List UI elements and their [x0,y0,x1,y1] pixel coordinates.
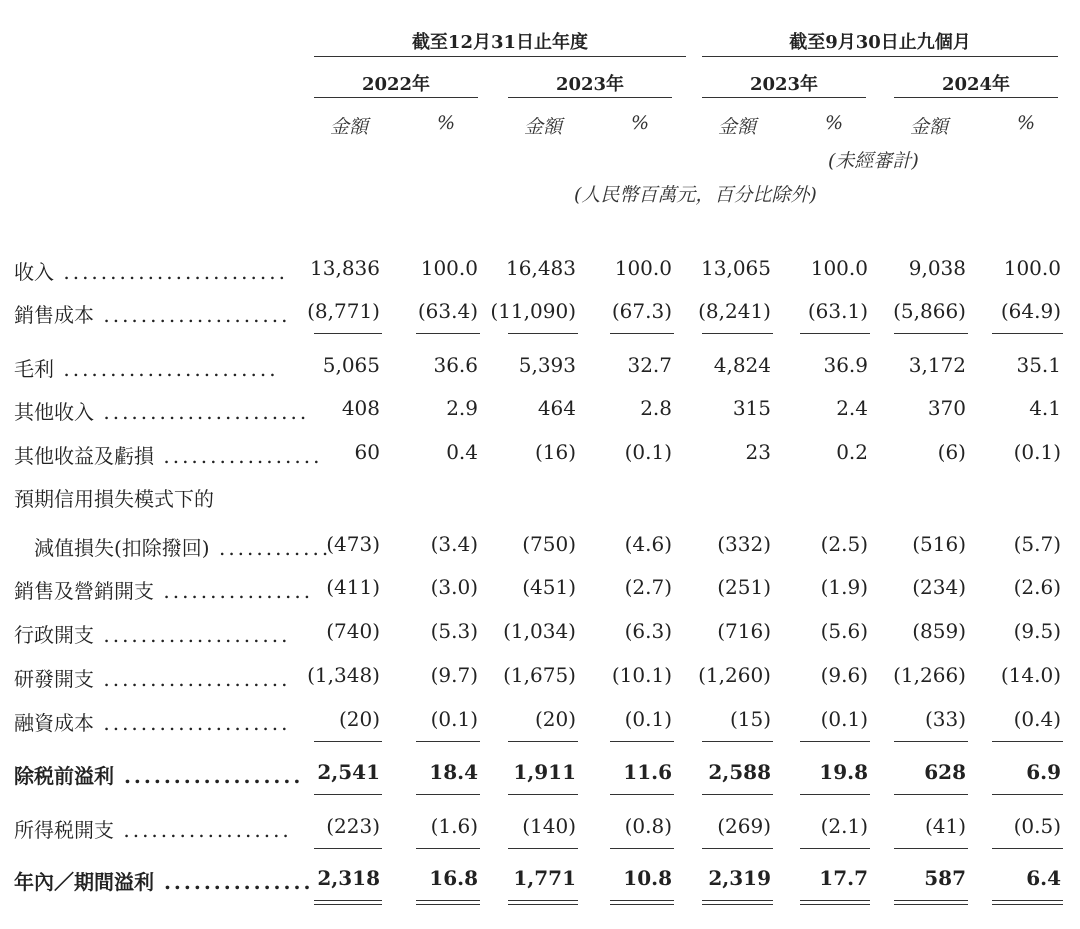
table-cell: 2,541 [317,760,380,784]
underline [992,333,1063,334]
underline [800,333,870,334]
table-cell: (11,090) [490,299,576,323]
table-cell: 16.8 [429,866,478,890]
double-underline [314,900,382,905]
table-cell: (411) [326,575,380,599]
table-cell: (1,260) [698,663,771,687]
table-cell: 3,172 [908,353,966,377]
table-cell: (716) [717,619,771,643]
table-cell: (0.1) [430,707,478,731]
subheader-pct: % [437,112,456,134]
underline [416,333,480,334]
table-cell: (15) [729,707,771,731]
table-cell: (63.4) [417,299,478,323]
row-label: 預期信用損失模式下的 [14,487,214,511]
table-cell: (1,266) [893,663,966,687]
underline [702,741,773,742]
subheader-pct: % [825,112,844,134]
subheader-amount: 金額 [718,116,757,138]
unaudited-note: (未經審計) [828,150,919,172]
table-cell: 13,065 [701,256,771,280]
table-cell: (6.3) [624,619,672,643]
double-underline [416,900,480,905]
table-cell: 36.9 [823,353,868,377]
table-cell: (4.6) [624,532,672,556]
table-cell: (14.0) [1000,663,1061,687]
subheader-amount: 金額 [330,116,369,138]
underline [610,848,674,849]
table-cell: (859) [912,619,966,643]
table-cell: (5.7) [1013,532,1061,556]
table-cell: (9.7) [430,663,478,687]
table-cell: (2.7) [624,575,672,599]
underline [702,848,773,849]
header-year-2023-full: 2023年 [555,74,625,95]
table-cell: (750) [522,532,576,556]
underline [894,848,968,849]
table-cell: 6.9 [1026,760,1061,784]
underline [702,794,773,795]
table-cell: 35.1 [1016,353,1061,377]
table-cell: (516) [912,532,966,556]
table-cell: (67.3) [611,299,672,323]
table-cell: (0.4) [1013,707,1061,731]
table-cell: (1.9) [820,575,868,599]
table-cell: 9,038 [908,256,966,280]
header-year-line [894,97,1058,98]
row-label: 年內／期間溢利 ............... [14,870,314,894]
table-cell: (64.9) [1000,299,1061,323]
table-cell: (473) [326,532,380,556]
table-cell: 32.7 [627,353,672,377]
table-cell: 100.0 [810,256,868,280]
subheader-amount: 金額 [910,116,949,138]
table-cell: (41) [924,814,966,838]
double-underline [894,900,968,905]
table-cell: (1.6) [430,814,478,838]
table-cell: (451) [522,575,576,599]
table-cell: (9.5) [1013,619,1061,643]
table-cell: 315 [732,396,771,420]
underline [508,741,578,742]
table-cell: 4.1 [1029,396,1061,420]
table-cell: (740) [326,619,380,643]
table-cell: (9.6) [820,663,868,687]
underline [416,741,480,742]
header-year-2023-nine: 2023年 [749,74,819,95]
underline [314,741,382,742]
table-cell: (63.1) [807,299,868,323]
underline [992,741,1063,742]
underline [992,848,1063,849]
header-year-line [508,97,672,98]
underline [894,741,968,742]
underline [314,848,382,849]
underline [416,794,480,795]
underline [702,333,773,334]
underline [894,333,968,334]
underline [314,333,382,334]
table-cell: (3.0) [430,575,478,599]
double-underline [508,900,578,905]
table-cell: 2.8 [640,396,672,420]
table-cell: (0.1) [1013,440,1061,464]
row-label: 減值損失(扣除撥回) ............ [34,536,332,560]
table-cell: (20) [534,707,576,731]
table-cell: (33) [924,707,966,731]
subheader-pct: % [1017,112,1036,134]
table-cell: (0.1) [624,707,672,731]
underline [800,741,870,742]
row-label: 其他收益及虧損 ................. [14,444,323,468]
table-cell: 100.0 [614,256,672,280]
table-cell: (16) [534,440,576,464]
table-cell: (2.6) [1013,575,1061,599]
row-label: 其他收入 ...................... [14,400,310,424]
underline [508,333,578,334]
table-cell: (223) [326,814,380,838]
row-label: 銷售及營銷開支 ................ [14,579,314,603]
table-cell: 0.2 [836,440,868,464]
table-cell: 2,318 [317,866,380,890]
table-cell: 2.9 [446,396,478,420]
table-cell: 16,483 [506,256,576,280]
table-cell: (10.1) [611,663,672,687]
table-cell: 1,911 [513,760,576,784]
table-cell: (269) [717,814,771,838]
header-group-line [314,56,686,57]
table-cell: (6) [937,440,966,464]
table-cell: 5,393 [518,353,576,377]
table-cell: 408 [341,396,380,420]
table-cell: 4,824 [713,353,771,377]
table-cell: 587 [924,866,966,890]
header-group-line [702,56,1058,57]
table-cell: (20) [338,707,380,731]
table-cell: (140) [522,814,576,838]
table-cell: 10.8 [623,866,672,890]
row-label: 研發開支 .................... [14,667,291,691]
header-year-2024: 2024年 [941,74,1011,95]
table-cell: (234) [912,575,966,599]
underline [314,794,382,795]
header-group-fiscal-year: 截至12月31日止年度 [411,32,589,53]
header-year-line [702,97,866,98]
underline [800,794,870,795]
table-cell: 19.8 [819,760,868,784]
table-cell: 5,065 [322,353,380,377]
table-cell: (3.4) [430,532,478,556]
table-cell: (5.3) [430,619,478,643]
table-cell: 2,319 [708,866,771,890]
table-cell: (251) [717,575,771,599]
header-year-2022: 2022年 [361,74,431,95]
underline [610,333,674,334]
double-underline [610,900,674,905]
table-cell: 370 [927,396,966,420]
double-underline [800,900,870,905]
table-cell: 100.0 [420,256,478,280]
table-cell: 6.4 [1026,866,1061,890]
underline [610,741,674,742]
underline [894,794,968,795]
table-cell: 2.4 [836,396,868,420]
table-cell: (0.8) [624,814,672,838]
underline [800,848,870,849]
row-label: 收入 ........................ [14,260,288,284]
row-label: 所得税開支 .................. [14,818,292,842]
underline [416,848,480,849]
table-cell: (0.1) [820,707,868,731]
table-cell: (8,241) [698,299,771,323]
table-cell: 60 [354,440,380,464]
row-label: 行政開支 .................... [14,623,291,647]
table-cell: 628 [924,760,966,784]
table-cell: 464 [537,396,576,420]
table-cell: (332) [717,532,771,556]
table-cell: 13,836 [310,256,380,280]
table-cell: (5.6) [820,619,868,643]
table-cell: (1,348) [307,663,380,687]
table-cell: (0.1) [624,440,672,464]
table-cell: (2.5) [820,532,868,556]
table-cell: 2,588 [708,760,771,784]
table-cell: 17.7 [819,866,868,890]
table-cell: (5,866) [893,299,966,323]
underline [992,794,1063,795]
underline [508,794,578,795]
table-cell: (1,675) [503,663,576,687]
row-label: 融資成本 .................... [14,711,291,735]
header-group-nine-months: 截至9月30日止九個月 [789,32,971,53]
table-cell: 100.0 [1003,256,1061,280]
underline [508,848,578,849]
row-label: 毛利 ....................... [14,357,279,381]
underline [610,794,674,795]
table-cell: 23 [745,440,771,464]
row-label: 除税前溢利 .................. [14,764,304,788]
header-year-line [314,97,478,98]
double-underline [992,900,1063,905]
table-cell: (8,771) [307,299,380,323]
subheader-amount: 金額 [524,116,563,138]
table-cell: 1,771 [513,866,576,890]
table-cell: (1,034) [503,619,576,643]
table-cell: 18.4 [429,760,478,784]
table-cell: 0.4 [446,440,478,464]
table-cell: (2.1) [820,814,868,838]
table-cell: 11.6 [623,760,672,784]
double-underline [702,900,773,905]
subheader-pct: % [631,112,650,134]
unit-note: (人民幣百萬元，百分比除外) [574,184,817,206]
table-cell: 36.6 [433,353,478,377]
row-label: 銷售成本 .................... [14,303,291,327]
table-cell: (0.5) [1013,814,1061,838]
